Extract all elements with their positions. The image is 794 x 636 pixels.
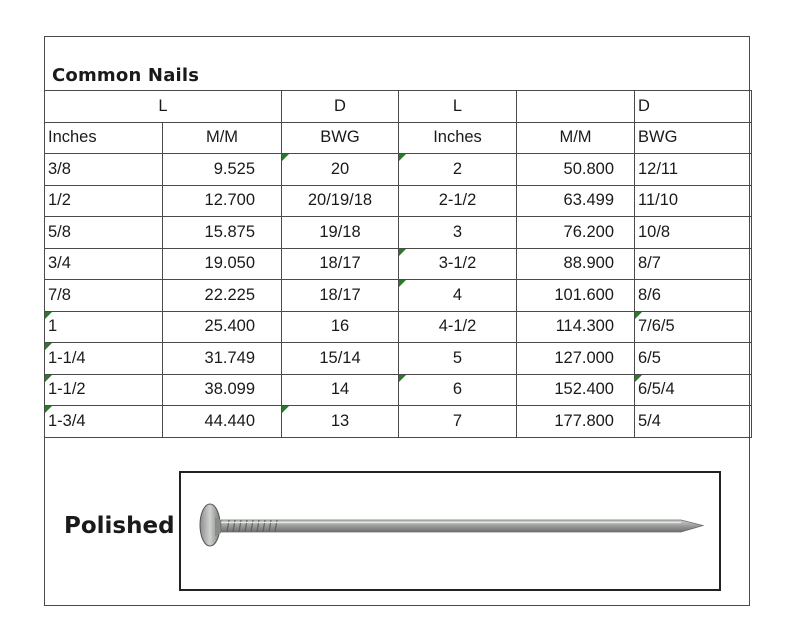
cell-bwg-left: 19/18 — [282, 217, 399, 249]
finish-label: Polished — [64, 513, 175, 539]
cell-inches-left: 3/4 — [45, 248, 163, 280]
cell-inches-left: 1-1/2 — [45, 374, 163, 406]
cell-inches-right: 2-1/2 — [399, 185, 517, 217]
header-inches-left: Inches — [45, 122, 163, 154]
nail-photo-frame — [179, 471, 721, 591]
cell-bwg-right: 10/8 — [635, 217, 752, 249]
header-bwg-left: BWG — [282, 122, 399, 154]
cell-mm-right: 50.800 — [517, 154, 635, 186]
cell-inches-left: 3/8 — [45, 154, 163, 186]
cell-mm-right: 88.900 — [517, 248, 635, 280]
header-length-right: L — [399, 91, 517, 123]
cell-bwg-right: 6/5/4 — [635, 374, 752, 406]
cell-inches-right: 3 — [399, 217, 517, 249]
cell-inches-right: 4-1/2 — [399, 311, 517, 343]
table-row — [45, 343, 752, 375]
cell-mm-left: 12.700 — [163, 185, 282, 217]
cell-mm-right: 152.400 — [517, 374, 635, 406]
cell-bwg-right: 6/5 — [635, 343, 752, 375]
header-length-left: L — [45, 91, 282, 123]
header-row-1 — [45, 91, 752, 123]
cell-mm-right: 127.000 — [517, 343, 635, 375]
cell-bwg-right: 8/6 — [635, 280, 752, 312]
cell-bwg-left: 13 — [282, 406, 399, 438]
table-row — [45, 248, 752, 280]
cell-mm-right: 76.200 — [517, 217, 635, 249]
cell-inches-right: 7 — [399, 406, 517, 438]
header-inches-right: Inches — [399, 122, 517, 154]
table-row — [45, 311, 752, 343]
cell-inches-right: 2 — [399, 154, 517, 186]
cell-bwg-right: 7/6/5 — [635, 311, 752, 343]
nail-spec-table-body — [45, 91, 752, 438]
cell-inches-right: 4 — [399, 280, 517, 312]
table-row — [45, 154, 752, 186]
cell-inches-left: 1-1/4 — [45, 343, 163, 375]
header-bwg-right: BWG — [635, 122, 752, 154]
cell-bwg-left: 15/14 — [282, 343, 399, 375]
cell-inches-right: 3-1/2 — [399, 248, 517, 280]
cell-mm-right: 114.300 — [517, 311, 635, 343]
cell-bwg-left: 14 — [282, 374, 399, 406]
cell-mm-left: 31.749 — [163, 343, 282, 375]
table-row — [45, 374, 752, 406]
cell-inches-left: 1 — [45, 311, 163, 343]
spec-sheet — [44, 36, 750, 606]
cell-mm-left: 38.099 — [163, 374, 282, 406]
cell-bwg-right: 12/11 — [635, 154, 752, 186]
header-diameter-left: D — [282, 91, 399, 123]
cell-bwg-left: 16 — [282, 311, 399, 343]
header-mm-left: M/M — [163, 122, 282, 154]
product-photo-section — [45, 449, 748, 605]
cell-inches-left: 7/8 — [45, 280, 163, 312]
cell-mm-left: 9.525 — [163, 154, 282, 186]
cell-inches-left: 1-3/4 — [45, 406, 163, 438]
header-diameter-right: D — [635, 91, 752, 123]
cell-mm-left: 44.440 — [163, 406, 282, 438]
cell-bwg-right: 5/4 — [635, 406, 752, 438]
cell-inches-left: 1/2 — [45, 185, 163, 217]
table-row — [45, 280, 752, 312]
table-row — [45, 406, 752, 438]
cell-inches-left: 5/8 — [45, 217, 163, 249]
header-row-2 — [45, 122, 752, 154]
cell-inches-right: 5 — [399, 343, 517, 375]
cell-mm-left: 15.875 — [163, 217, 282, 249]
header-blank — [517, 91, 635, 123]
cell-mm-right: 63.499 — [517, 185, 635, 217]
cell-mm-left: 19.050 — [163, 248, 282, 280]
cell-mm-right: 177.800 — [517, 406, 635, 438]
header-mm-right: M/M — [517, 122, 635, 154]
table-row — [45, 217, 752, 249]
cell-bwg-left: 20/19/18 — [282, 185, 399, 217]
cell-inches-right: 6 — [399, 374, 517, 406]
cell-mm-left: 25.400 — [163, 311, 282, 343]
table-title: Common Nails — [52, 65, 200, 86]
cell-bwg-right: 11/10 — [635, 185, 752, 217]
table-row — [45, 185, 752, 217]
cell-bwg-left: 20 — [282, 154, 399, 186]
cell-mm-right: 101.600 — [517, 280, 635, 312]
nail-spec-table — [44, 90, 752, 438]
cell-bwg-left: 18/17 — [282, 280, 399, 312]
nail-image — [181, 473, 719, 589]
cell-bwg-right: 8/7 — [635, 248, 752, 280]
cell-mm-left: 22.225 — [163, 280, 282, 312]
cell-bwg-left: 18/17 — [282, 248, 399, 280]
